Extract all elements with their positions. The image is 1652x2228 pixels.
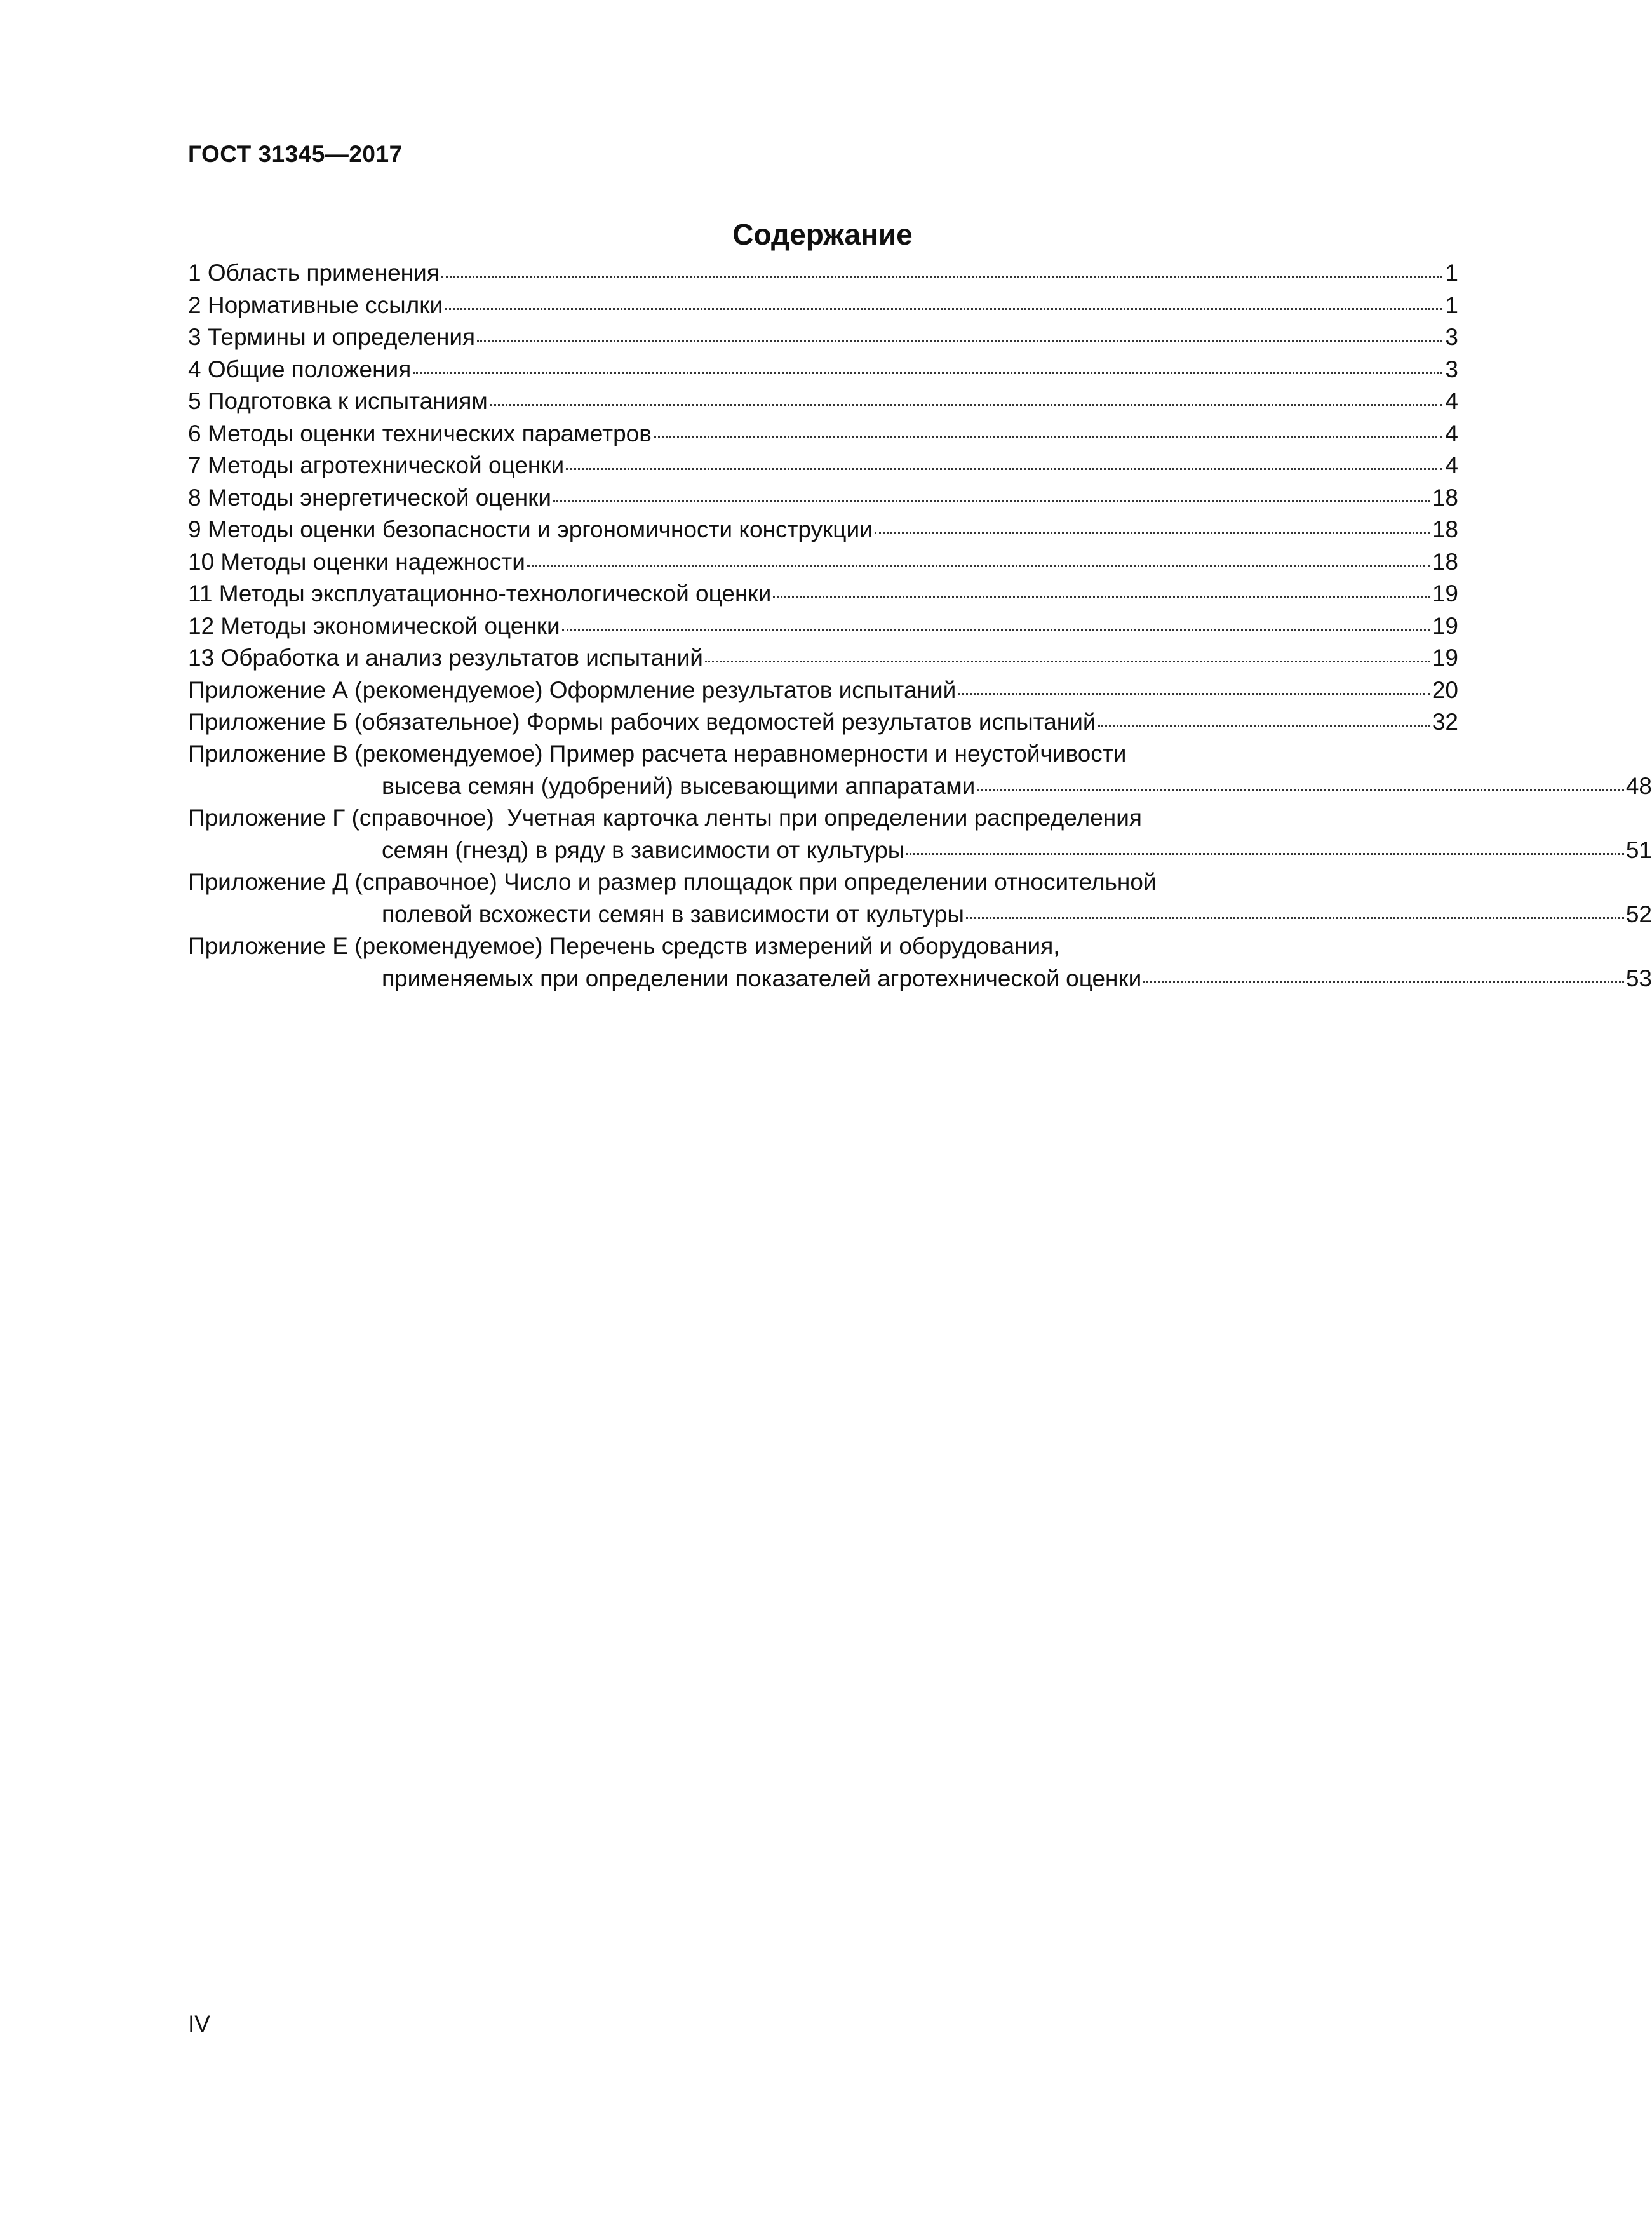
page-number: IV bbox=[188, 2011, 210, 2037]
toc-entry-text: 5 Подготовка к испытаниям bbox=[188, 388, 488, 414]
toc-entry-text: Приложение Е (рекомендуемое) Перечень средств измерений и оборудования, bbox=[188, 932, 1060, 959]
dot-leader bbox=[413, 353, 1442, 377]
toc-entry-page: 3 bbox=[1445, 356, 1458, 382]
toc-entry[interactable] bbox=[188, 321, 1458, 353]
dot-leader bbox=[773, 577, 1430, 601]
toc-entry[interactable] bbox=[188, 449, 1458, 481]
toc-title: Содержание bbox=[732, 218, 913, 251]
toc-entry[interactable] bbox=[188, 257, 1458, 289]
toc-entry-page: 32 bbox=[1432, 709, 1458, 735]
toc-entry-page: 4 bbox=[1445, 420, 1458, 446]
toc-entry-page: 18 bbox=[1432, 516, 1458, 542]
toc-entry-page: 4 bbox=[1445, 388, 1458, 414]
toc-entry[interactable] bbox=[188, 866, 1458, 899]
toc-entry[interactable] bbox=[188, 802, 1458, 835]
toc-entry-text: семян (гнезд) в ряду в зависимости от культуры bbox=[382, 837, 905, 863]
toc-entry-page: 48 bbox=[1625, 773, 1652, 799]
dot-leader bbox=[477, 321, 1442, 345]
toc-entry[interactable] bbox=[188, 641, 1458, 674]
dot-leader bbox=[875, 513, 1430, 537]
toc-entry-text: 1 Область применения bbox=[188, 260, 440, 286]
dot-leader bbox=[566, 449, 1442, 473]
toc-entry[interactable] bbox=[188, 513, 1458, 546]
toc-entry-text: Приложение Б (обязательное) Формы рабочих ведомостей результатов испытаний bbox=[188, 709, 1096, 735]
toc-entry-page: 53 bbox=[1625, 965, 1652, 991]
dot-leader bbox=[562, 610, 1430, 634]
toc-entry[interactable] bbox=[188, 674, 1458, 706]
dot-leader bbox=[958, 674, 1430, 698]
toc-entry-text: Приложение А (рекомендуемое) Оформление результатов испытаний bbox=[188, 676, 957, 703]
toc-entry[interactable] bbox=[188, 385, 1458, 417]
toc-entry-text: 10 Методы оценки надежности bbox=[188, 548, 525, 575]
table-of-contents bbox=[188, 257, 1652, 995]
dot-leader bbox=[441, 257, 1442, 281]
toc-entry-text: 8 Методы энергетической оценки bbox=[188, 484, 552, 511]
dot-leader bbox=[654, 417, 1442, 441]
dot-leader bbox=[906, 834, 1623, 858]
toc-entry-text: Приложение Г (справочное) Учетная карточка ленты при определении распределения bbox=[188, 804, 1142, 831]
toc-entry-page: 19 bbox=[1432, 580, 1458, 607]
toc-entry-text: высева семян (удобрений) высевающими аппаратами bbox=[382, 773, 976, 799]
dot-leader bbox=[445, 289, 1442, 313]
toc-entry-text: 11 Методы эксплуатационно-технологической оценки bbox=[188, 580, 772, 607]
toc-entry[interactable] bbox=[188, 546, 1458, 578]
dot-leader bbox=[1098, 706, 1430, 730]
dot-leader bbox=[977, 770, 1624, 794]
toc-entry[interactable] bbox=[188, 577, 1458, 610]
toc-entry[interactable] bbox=[188, 481, 1458, 514]
toc-entry-text: 12 Методы экономической оценки bbox=[188, 612, 560, 639]
toc-entry-page: 51 bbox=[1625, 837, 1652, 863]
dot-leader bbox=[966, 898, 1624, 922]
toc-entry-page: 1 bbox=[1445, 292, 1458, 318]
toc-entry-continuation[interactable] bbox=[188, 834, 1652, 866]
toc-entry-page: 19 bbox=[1432, 612, 1458, 639]
toc-entry-page: 18 bbox=[1432, 484, 1458, 511]
toc-entry[interactable] bbox=[188, 289, 1458, 321]
toc-entry[interactable] bbox=[188, 706, 1458, 738]
toc-entry-page: 18 bbox=[1432, 548, 1458, 575]
toc-entry[interactable] bbox=[188, 353, 1458, 386]
toc-entry-text: полевой всхожести семян в зависимости от культуры bbox=[382, 901, 964, 927]
toc-entry-text: применяемых при определении показателей агротехнической оценки bbox=[382, 965, 1142, 991]
toc-entry-text: 2 Нормативные ссылки bbox=[188, 292, 443, 318]
toc-entry-text: 13 Обработка и анализ результатов испытаний bbox=[188, 645, 703, 671]
dot-leader bbox=[705, 641, 1430, 666]
toc-entry-page: 3 bbox=[1445, 324, 1458, 350]
toc-entry-continuation[interactable] bbox=[188, 770, 1652, 802]
toc-entry-text: Приложение В (рекомендуемое) Пример расчета неравномерности и неустойчивости bbox=[188, 740, 1127, 767]
toc-entry-page: 19 bbox=[1432, 645, 1458, 671]
toc-entry-text: 3 Термины и определения bbox=[188, 324, 476, 350]
toc-entry-page: 1 bbox=[1445, 260, 1458, 286]
toc-entry-page: 20 bbox=[1432, 676, 1458, 703]
toc-entry-page: 4 bbox=[1445, 452, 1458, 478]
dot-leader bbox=[490, 385, 1442, 409]
dot-leader bbox=[553, 481, 1430, 506]
toc-entry[interactable] bbox=[188, 610, 1458, 642]
toc-entry-page: 52 bbox=[1625, 901, 1652, 927]
dot-leader bbox=[1143, 962, 1624, 986]
toc-entry[interactable] bbox=[188, 738, 1458, 770]
toc-entry-continuation[interactable] bbox=[188, 962, 1652, 995]
toc-entry-text: 7 Методы агротехнической оценки bbox=[188, 452, 565, 478]
toc-entry[interactable] bbox=[188, 930, 1458, 963]
standard-code: ГОСТ 31345—2017 bbox=[188, 141, 403, 167]
toc-entry-continuation[interactable] bbox=[188, 898, 1652, 930]
toc-entry-text: Приложение Д (справочное) Число и размер площадок при определении относительной bbox=[188, 868, 1157, 895]
toc-entry-text: 4 Общие положения bbox=[188, 356, 412, 382]
toc-entry-text: 6 Методы оценки технических параметров bbox=[188, 420, 652, 446]
dot-leader bbox=[527, 546, 1430, 570]
toc-entry[interactable] bbox=[188, 417, 1458, 450]
toc-entry-text: 9 Методы оценки безопасности и эргономичности конструкции bbox=[188, 516, 873, 542]
